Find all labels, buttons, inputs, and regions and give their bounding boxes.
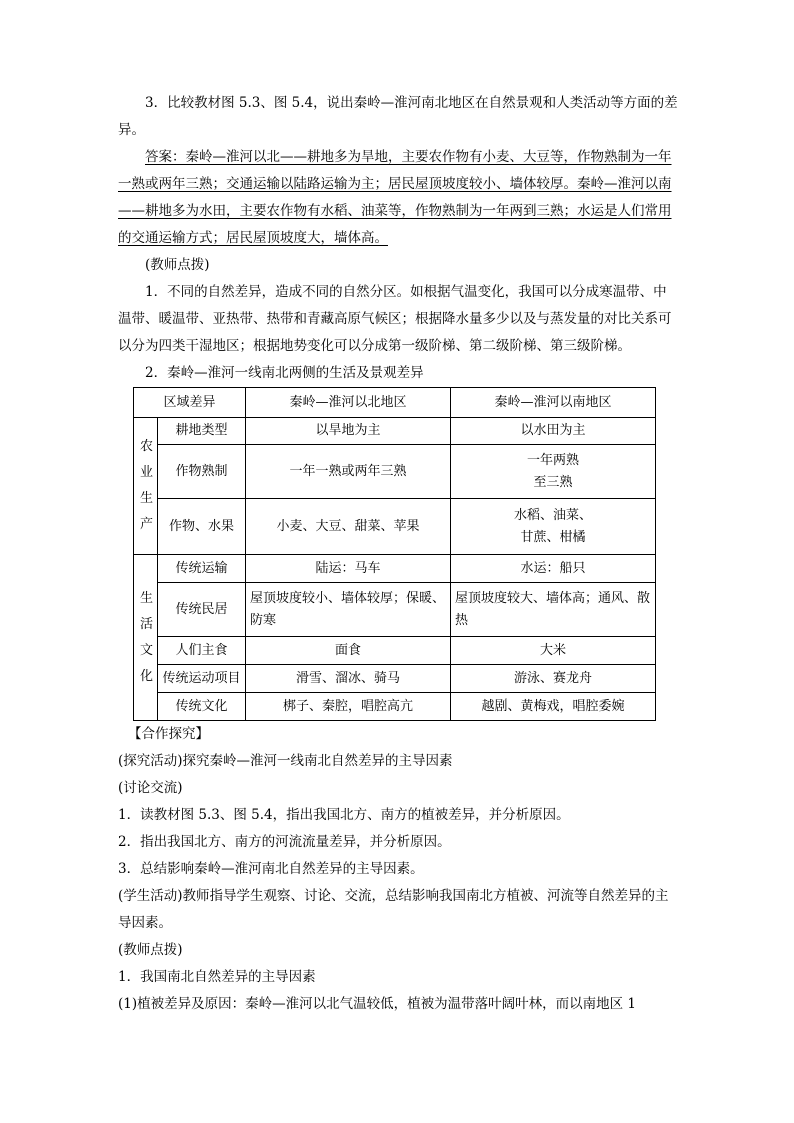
teacher-tip-heading-2: (教师点拨): [118, 942, 183, 958]
discuss-heading: (讨论交流): [118, 780, 183, 796]
table-cell: 以旱地为主: [246, 418, 451, 445]
table-cell: 梆子、秦腔，唱腔高亢: [246, 693, 451, 721]
table-header-south: 秦岭—淮河以南地区: [451, 388, 656, 418]
activity-line: (探究活动)探究秦岭—淮河一线南北自然差异的主导因素: [118, 753, 453, 769]
table-cell: 水稻、油菜、 甘蔗、柑橘: [451, 499, 656, 555]
table-row-label: 作物熟制: [158, 445, 246, 499]
answer-text: 秦岭—淮河以北——耕地多为旱地，主要农作物有小麦、大豆等，作物熟制为一年一熟或两年三熟；交通运输以陆路运输为主；居民屋顶坡度较小、墙体较厚。秦岭—淮河以南——耕地多为水田，主要农作物有水稻、油菜等，作物熟制为一年两到三熟；水运是人们常用的交通运输方式；居民屋顶坡度大，墙体高。: [118, 149, 672, 246]
point-1a: (1)植被差异及原因：秦岭—淮河以北气温较低，植被为温带落叶阔叶林，而以南地区 1: [118, 996, 637, 1012]
table-cell: 一年两熟 至三熟: [451, 445, 656, 499]
group-agriculture: 农 业 生 产: [134, 418, 158, 555]
table-cell: 屋顶坡度较小、墙体较厚；保暖、防寒: [246, 583, 451, 637]
table-row-label: 作物、水果: [158, 499, 246, 555]
comparison-table: [133, 387, 656, 721]
table-header-north: 秦岭—淮河以北地区: [246, 388, 451, 418]
table-cell: 陆运：马车: [246, 555, 451, 583]
table-cell: 滑雪、溜冰、骑马: [246, 665, 451, 693]
table-row-label: 传统民居: [158, 583, 246, 637]
discuss-item-2: 2．指出我国北方、南方的河流流量差异，并分析原因。: [118, 834, 451, 850]
table-cell: 越剧、黄梅戏，唱腔委婉: [451, 693, 656, 721]
point-2: 2．秦岭—淮河一线南北两侧的生活及景观差异: [145, 365, 424, 381]
table-row-label: 传统文化: [158, 693, 246, 721]
table-row-label: 传统运动项目: [158, 665, 246, 693]
group-culture: 生 活 文 化: [134, 555, 158, 721]
table-cell: 一年一熟或两年三熟: [246, 445, 451, 499]
point-heading-1: 1．我国南北自然差异的主导因素: [118, 969, 316, 985]
table-cell: 屋顶坡度较大、墙体高；通风、散热: [451, 583, 656, 637]
table-row-label: 人们主食: [158, 637, 246, 665]
teacher-tip-heading: (教师点拨): [145, 257, 210, 273]
table-cell: 小麦、大豆、甜菜、苹果: [246, 499, 451, 555]
question-3: 3．比较教材图 5.3、图 5.4，说出秦岭—淮河南北地区在自然景观和人类活动等方面的差异。: [118, 95, 678, 138]
table-row-label: 传统运输: [158, 555, 246, 583]
answer-label: 答案：: [145, 149, 186, 165]
table-cell: 大米: [451, 637, 656, 665]
table-cell: 以水田为主: [451, 418, 656, 445]
student-activity: (学生活动)教师指导学生观察、讨论、交流，总结影响我国南北方植被、河流等自然差异的主导因素。: [118, 888, 669, 931]
table-cell: 水运：船只: [451, 555, 656, 583]
discuss-item-1: 1．读教材图 5.3、图 5.4，指出我国北方、南方的植被差异，并分析原因。: [118, 807, 570, 823]
table-cell: 游泳、赛龙舟: [451, 665, 656, 693]
answer-paragraph: [118, 144, 678, 252]
discuss-item-3: 3．总结影响秦岭—淮河南北自然差异的主导因素。: [118, 861, 424, 877]
table-cell: 面食: [246, 637, 451, 665]
point-1: 1．不同的自然差异，造成不同的自然分区。如根据气温变化，我国可以分成寒温带、中温带、暖温带、亚热带、热带和青藏高原气候区；根据降水量多少以及与蒸发量的对比关系可以分为四类干湿地区；根据地势变化可以分成第一级阶梯、第二级阶梯、第三级阶梯。: [118, 284, 672, 354]
table-row-label: 耕地类型: [158, 418, 246, 445]
coop-heading: 【合作探究】: [128, 726, 209, 742]
table-header-region: 区域差异: [134, 388, 246, 418]
document-page: [118, 90, 678, 1018]
